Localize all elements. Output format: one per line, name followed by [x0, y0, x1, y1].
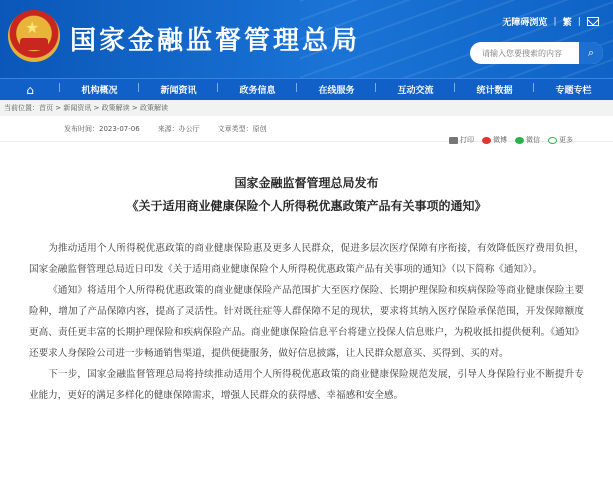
nav-item-special-topics[interactable]: | 专题专栏	[534, 83, 613, 96]
wechat-icon	[515, 137, 524, 144]
accessibility-link[interactable]: 无障碍浏览	[502, 18, 548, 28]
weibo-icon	[482, 137, 491, 144]
mail-icon[interactable]	[587, 17, 599, 26]
printer-icon	[449, 137, 458, 144]
wechat-button[interactable]	[515, 135, 540, 145]
home-icon[interactable]: ⌂	[26, 82, 34, 97]
search-input[interactable]	[470, 49, 580, 58]
wechat-label: 微信	[526, 136, 540, 144]
article-title-line1: 国家金融监督管理总局发布	[234, 176, 379, 190]
plus-icon	[548, 137, 557, 144]
main-nav	[0, 78, 613, 100]
traditional-chinese-link[interactable]: 繁	[562, 18, 572, 28]
search-icon[interactable]: ⌕	[579, 42, 603, 64]
article-title-line2: 《关于适用商业健康保险个人所得税优惠政策产品有关事项的通知》	[126, 199, 487, 213]
nav-item-interaction[interactable]: | 互动交流	[376, 83, 455, 96]
nav-item-online-services[interactable]: | 在线服务	[297, 83, 376, 96]
nav-item-government-info[interactable]: | 政务信息	[218, 83, 297, 96]
more-label: 更多	[559, 136, 573, 144]
article-paragraph: 为推动适用个人所得税优惠政策的商业健康保险惠及更多人民群众，促进多层次医疗保障有序衔接，有效降低医疗费用负担，国家金融监督管理总局近日印发《关于适用商业健康保险个人所得税优惠政策产品有关事项的通知》（以下简称《通知》）。	[29, 243, 584, 275]
weibo-button[interactable]	[482, 135, 507, 145]
breadcrumb[interactable]: 当前位置：首页 > 新闻资讯 > 政策解读 > 政策解读	[0, 100, 613, 116]
site-header	[0, 0, 613, 78]
nav-item-statistics[interactable]: | 统计数据	[455, 83, 534, 96]
article-paragraph: 《通知》将适用个人所得税优惠政策的商业健康保险产品范围扩大至医疗保险、长期护理保险和疾病保险等商业健康保险主要险种，增加了产品保障内容，提高了灵活性。针对既往症等人群保障不足的现状，要求将其纳入医疗保险承保范围，开发保障额度更高、责任更丰富的长期护理保险和疾病保险产品。商业健康保险信息平台将建立投保人信息账户，为税收抵扣提供便利。《通知》还要求人身保险公司进一步畅通销售渠道，提供便捷服务，做好信息披露，让人民群众愿意买、买得到、买的对。	[29, 285, 584, 359]
article-type: 文章类型：原创	[217, 124, 267, 133]
nav-item-news[interactable]: | 新闻资讯	[139, 83, 218, 96]
print-button[interactable]	[449, 135, 474, 145]
article-body	[0, 238, 613, 406]
site-title[interactable]: 国家金融监督管理总局	[70, 26, 361, 56]
article-source: 来源：办公厅	[157, 124, 200, 133]
article-paragraph: 下一步，国家金融监督管理总局将持续推动适用个人所得税优惠政策的商业健康保险规范发展，引导人身保险行业不断提升专业能力，更好的满足多样化的健康保障需求，增强人民群众的获得感、幸福感和安全感。	[29, 369, 584, 401]
top-links: 无障碍浏览 | 繁 |	[502, 15, 599, 28]
more-button[interactable]	[548, 135, 573, 145]
publish-date: 发布时间：2023-07-06	[64, 124, 140, 133]
weibo-label: 微博	[493, 136, 507, 144]
share-bar	[449, 135, 573, 145]
nav-item-about[interactable]: | 机构概况	[60, 83, 139, 96]
search-box	[470, 42, 603, 64]
national-emblem-icon: ★	[8, 10, 60, 62]
print-label: 打印	[460, 136, 474, 144]
